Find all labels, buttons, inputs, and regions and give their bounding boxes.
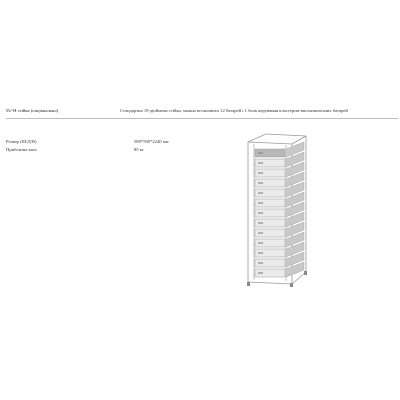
battery-rack-illustration [240, 132, 316, 290]
rack-top-front [248, 142, 292, 144]
battery-handle [258, 162, 263, 163]
rack-foot [247, 282, 250, 286]
battery-handle [258, 262, 263, 263]
header-divider [6, 118, 398, 119]
battery-handle [258, 272, 263, 273]
spec-row-weight [6, 146, 226, 154]
rack-foot [290, 283, 293, 287]
battery-handle [258, 202, 263, 203]
spec-value: 589*590*2240 мм [134, 139, 169, 144]
battery-slots [255, 142, 304, 277]
battery-handle [258, 222, 263, 223]
spec-label: Приблизна вага [6, 146, 37, 152]
battery-handle [258, 152, 263, 153]
spec-label: Розмір (Ш/Д/В) [6, 139, 37, 144]
battery-handle [258, 232, 263, 233]
rack-top-back [266, 134, 306, 136]
product-title: 5U-H стійка (опціонально) [6, 108, 59, 113]
battery-handle [258, 242, 263, 243]
spec-value: 85 кг [134, 146, 144, 152]
battery-handle [258, 182, 263, 183]
battery-handle [258, 192, 263, 193]
spec-row-size [6, 138, 226, 146]
rack-foot [304, 271, 307, 275]
battery-handle [258, 212, 263, 213]
rack-top-left [248, 134, 266, 142]
battery-handle [258, 172, 263, 173]
battery-handle [258, 252, 263, 253]
rack-bottom-front [248, 282, 292, 284]
product-description: Стандартна 19-дюймова стійка, можна встановити 12 батарей і 1 блок керування кластером високовольтних батарей [120, 108, 348, 113]
spec-table [6, 138, 226, 153]
